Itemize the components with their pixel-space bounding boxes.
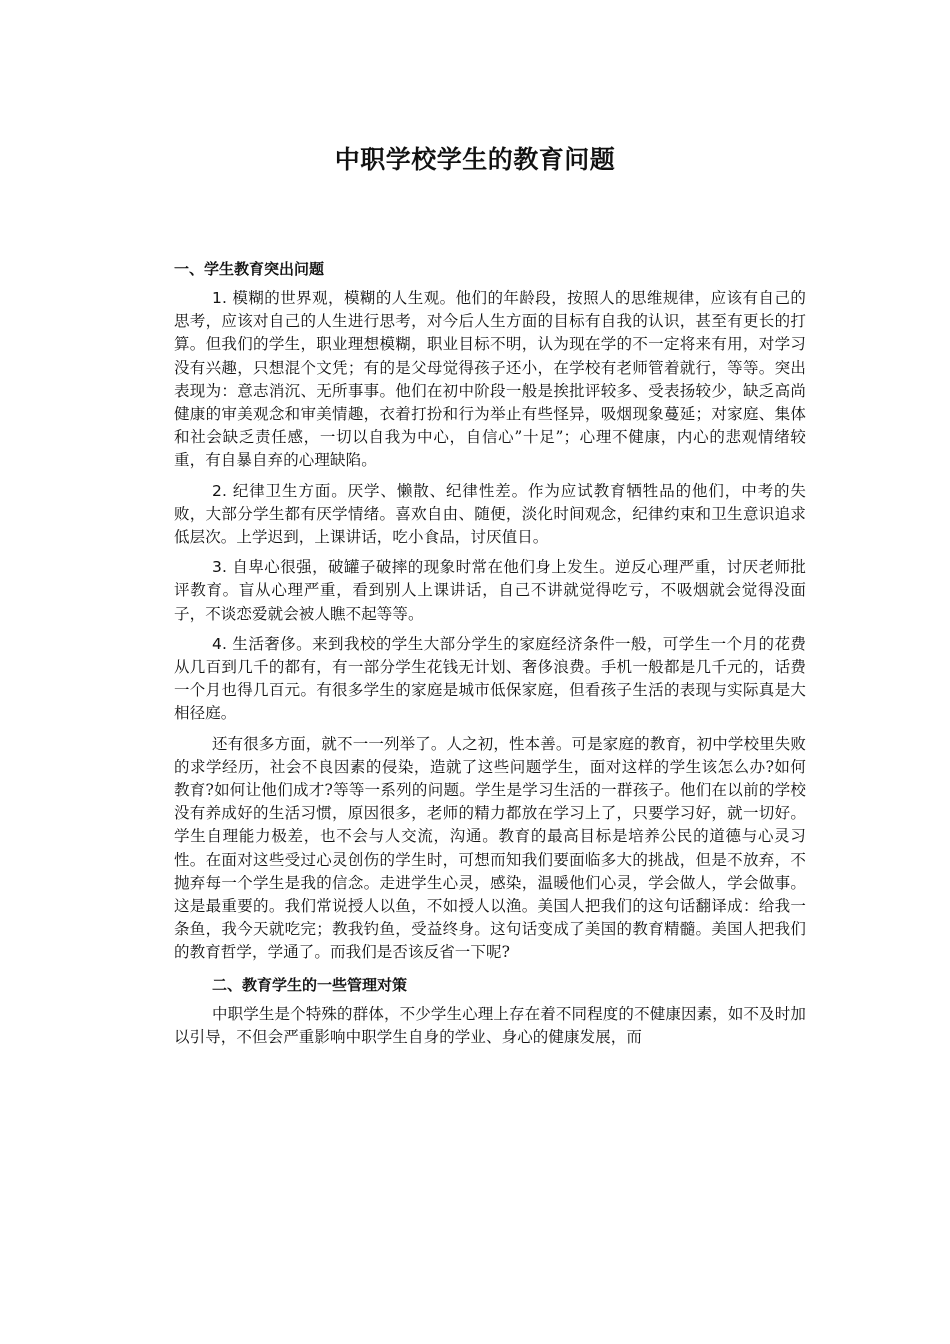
paragraph-2 (174, 480, 806, 550)
section-heading-2: 二、教育学生的一些管理对策 (212, 975, 408, 994)
section-heading-1: 一、学生教育突出问题 (174, 260, 325, 278)
paragraph-text: 纪律卫生方面。厌学、懒散、纪律性差。作为应试教育牺牲品的他们，中考的失败，大部分学生都有厌学情绪。喜欢自由、随便，淡化时间观念，纪律约束和卫生意识追求低层次。上学迟到，上课讲话，吃小食品，讨厌值日。 (174, 481, 806, 547)
paragraph-number: 3. (212, 558, 227, 577)
paragraph-number: 2. (212, 481, 227, 500)
paragraph-text: 模糊的世界观，模糊的人生观。他们的年龄段，按照人的思维规律，应该有自己的思考，应该对自己的人生进行思考，对今后人生方面的目标有自我的认识，甚至有更长的打算。但我们的学生，职业理想模糊，职业目标不明，认为现在学的不一定将来有用，对学习没有兴趣，只想混个文凭；有的是父母觉得孩子还小，在学校有老师管着就行，等等。突出表现为：意志消沉、无所事事。他们在初中阶段一般是挨批评较多、受表扬较少，缺乏高尚健康的审美观念和审美情趣，衣着打扮和行为举止有些怪异，吸烟现象蔓延；对家庭、集体和社会缺乏责任感，一切以自我为中心，自信心”十足”；心理不健康，内心的悲观情绪较重，有自暴自弃的心理缺陷。 (174, 289, 806, 470)
paragraph-text: 还有很多方面，就不一一列举了。人之初，性本善。可是家庭的教育，初中学校里失败的求学经历，社会不良因素的侵染，造就了这些问题学生，面对这样的学生该怎么办?如何教育?如何让他们成才?等等一系列的问题。学生是学习生活的一群孩子。他们在以前的学校没有养成好的生活习惯，原因很多，老师的精力都放在学习上了，只要学习好，就一切好。学生自理能力极差，也不会与人交流，沟通。教育的最高目标是培养公民的道德与心灵习性。在面对这些受过心灵创伤的学生时，可想而知我们要面临多大的挑战，但是不放弃，不抛弃每一个学生是我的信念。走进学生心灵，感染，温暖他们心灵，学会做人，学会做事。这是最重要的。我们常说授人以鱼，不如授人以渔。美国人把我们的这句话翻译成：给我一条鱼，我今天就吃完；教我钓鱼，受益终身。这句话变成了美国的教育精髓。美国人把我们的教育哲学，学通了。而我们是否该反省一下呢? (174, 734, 806, 962)
document-body (174, 256, 806, 1056)
paragraph-3 (174, 556, 806, 626)
paragraph-number: 4. (212, 634, 227, 653)
document-title: 中职学校学生的教育问题 (334, 145, 616, 174)
paragraph-1 (174, 287, 806, 473)
paragraph-text: 自卑心很强，破罐子破摔的现象时常在他们身上发生。逆反心理严重，讨厌老师批评教育。盲从心理严重，看到别人上课讲话，自己不讲就觉得吃亏，不吸烟就会觉得没面子，不谈恋爱就会被人瞧不起等等。 (174, 558, 806, 623)
paragraph-number: 1. (212, 289, 227, 307)
paragraph-text: 生活奢侈。来到我校的学生大部分学生的家庭经济条件一般，可学生一个月的花费从几百到几千的都有，有一部分学生花钱无计划、奢侈浪费。手机一般都是几千元的，话费一个月也得几百元。有很多学生的家庭是城市低保家庭，但看孩子生活的表现与实际真是大相径庭。 (174, 634, 806, 723)
paragraph-5 (174, 733, 806, 965)
paragraph-6: 中职学生是个特殊的群体，不少学生心理上存在着不同程度的不健康因素，如不及时加以引导，不但会严重影响中职学生自身的学业、身心的健康发展，而 (174, 1004, 806, 1046)
paragraph-4 (174, 633, 806, 726)
